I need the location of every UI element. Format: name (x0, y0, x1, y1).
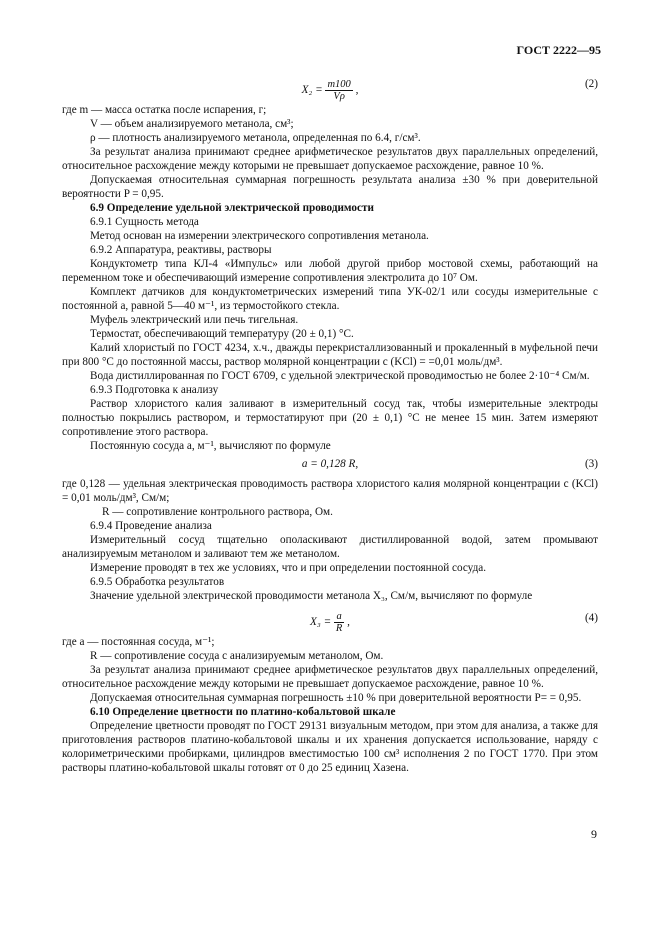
paragraph-sensors: Комплект датчиков для кондуктометрических измерений типа УК-02/1 или сосуды измерительные с постоянной a, равной 5—40 м⁻¹, из термостойкого стекла. (62, 286, 598, 312)
paragraph-thermostat: Термостат, обеспечивающий температуру (20 ± 0,1) °С. (90, 328, 354, 340)
definition-r-control: R — сопротивление контрольного раствора, Ом. (102, 506, 333, 518)
definition-r-vessel: R — сопротивление сосуда с анализируемым метанолом, Ом. (90, 650, 384, 662)
subsection-6-9-1: 6.9.1 Сущность метода (90, 216, 199, 228)
definition-a: где a — постоянная сосуда, м⁻¹; (62, 636, 215, 648)
paragraph-error: Допускаемая относительная суммарная погрешность результата анализа ±30 % при доверительной вероятности P = 0,95. (62, 174, 598, 200)
definition-m: где m — масса остатка после испарения, г; (62, 104, 267, 116)
standard-header: ГОСТ 2222—95 (516, 43, 601, 57)
paragraph-result-2: За результат анализа принимают среднее арифметическое результатов двух параллельных определений, относительное расхождение между которыми не превышает допускаемое расхождение, равное 10 %. (62, 664, 598, 690)
formula-3-number: (3) (584, 458, 598, 470)
formula-4-denominator: R (335, 623, 343, 634)
formula-2 (62, 73, 598, 103)
formula-4-fraction (334, 611, 344, 634)
paragraph-water: Вода дистиллированная по ГОСТ 6709, с удельной электрической проводимостью не более 2·10⁻⁴ См/м. (90, 370, 590, 382)
paragraph-conditions: Измерение проводят в тех же условиях, что и при определении постоянной сосуда. (90, 562, 487, 574)
paragraph-x3-intro: Значение удельной электрической проводимости метанола X₃, См/м, вычисляют по формуле (90, 590, 533, 602)
subsection-6-9-3: 6.9.3 Подготовка к анализу (90, 384, 219, 396)
formula-2-denominator: Vρ (333, 91, 345, 102)
formula-4-numerator: a (334, 611, 344, 623)
definition-0128: где 0,128 — удельная электрическая проводимость раствора хлористого калия молярной концентрации c (KCl) = 0,01 моль/дм³, См/м; (62, 478, 598, 504)
section-6-9-title: 6.9 Определение удельной электрической проводимости (90, 202, 374, 214)
definition-v: V — объем анализируемого метанола, см³; (90, 118, 294, 130)
subsection-6-9-4: 6.9.4 Проведение анализа (90, 520, 212, 532)
paragraph-preparation: Раствор хлористого калия заливают в измерительный сосуд так, чтобы измерительные электроды полностью покрылись раствором, и термостатируют при (20 ± 0,1) °С не менее 15 мин. Затем измеряют сопротивление этого раствора. (62, 398, 598, 438)
paragraph-result: За результат анализа принимают среднее арифметическое результатов двух параллельных определений, относительное расхождение между которыми не превышает допускаемое расхождение, равное 10 %. (62, 146, 598, 172)
formula-4-tail: , (347, 616, 350, 629)
subsection-6-9-2: 6.9.2 Аппаратура, реактивы, растворы (90, 244, 272, 256)
paragraph-muffle: Муфель электрический или печь тигельная. (90, 314, 299, 326)
formula-4-number: (4) (584, 612, 598, 624)
definition-rho: ρ — плотность анализируемого метанола, определенная по 6.4, г/см³. (90, 132, 421, 144)
document-body (62, 73, 598, 775)
formula-2-numerator: m100 (327, 79, 351, 90)
paragraph-method: Метод основан на измерении электрического сопротивления метанола. (90, 230, 429, 242)
formula-4-lhs: X₃ = (310, 616, 332, 629)
page-number: 9 (591, 827, 597, 841)
formula-4 (62, 603, 598, 635)
formula-2-tail: , (355, 84, 359, 97)
formula-2-fraction (325, 79, 352, 102)
paragraph-color: Определение цветности проводят по ГОСТ 29131 визуальным методом, при этом для анализа, а также для приготовления растворов платино-кобальтовой шкалы и их хранения допускается использование, наряду с колориметрическими пробирками, цилиндров вместимостью 100 см³ исполнения 2 по ГОСТ 1770. При этом растворы платино-кобальтовой шкалы готовят от 0 до 25 единиц Хазена. (62, 720, 598, 774)
paragraph-conductometer: Кондуктометр типа КЛ-4 «Импульс» или любой другой прибор мостовой схемы, работающий на переменном токе и обеспечивающий измерение сопротивления электролита до 10⁷ Ом. (62, 258, 598, 284)
formula-2-lhs: X₂ = (301, 84, 323, 97)
paragraph-constant-intro: Постоянную сосуда a, м⁻¹, вычисляют по формуле (90, 440, 331, 452)
subsection-6-9-5: 6.9.5 Обработка результатов (90, 576, 225, 588)
paragraph-kcl: Калий хлористый по ГОСТ 4234, х.ч., дважды перекристаллизованный и прокаленный в муфельной печи при 800 °С до постоянной массы, раствор молярной концентрации c (KCl) = =0,01 моль/дм³. (62, 342, 598, 368)
section-6-10-title: 6.10 Определение цветности по платино-кобальтовой шкале (90, 706, 396, 718)
paragraph-error-2: Допускаемая относительная суммарная погрешность ±10 % при доверительной вероятности P= = 0,95. (90, 692, 582, 704)
formula-3-expression: a = 0,128 R, (301, 458, 359, 470)
paragraph-analysis: Измерительный сосуд тщательно ополаскивают дистиллированной водой, затем промывают анализируемым метанолом и заливают тем же метанолом. (62, 534, 598, 560)
formula-2-number: (2) (584, 78, 598, 90)
formula-3 (62, 453, 598, 477)
